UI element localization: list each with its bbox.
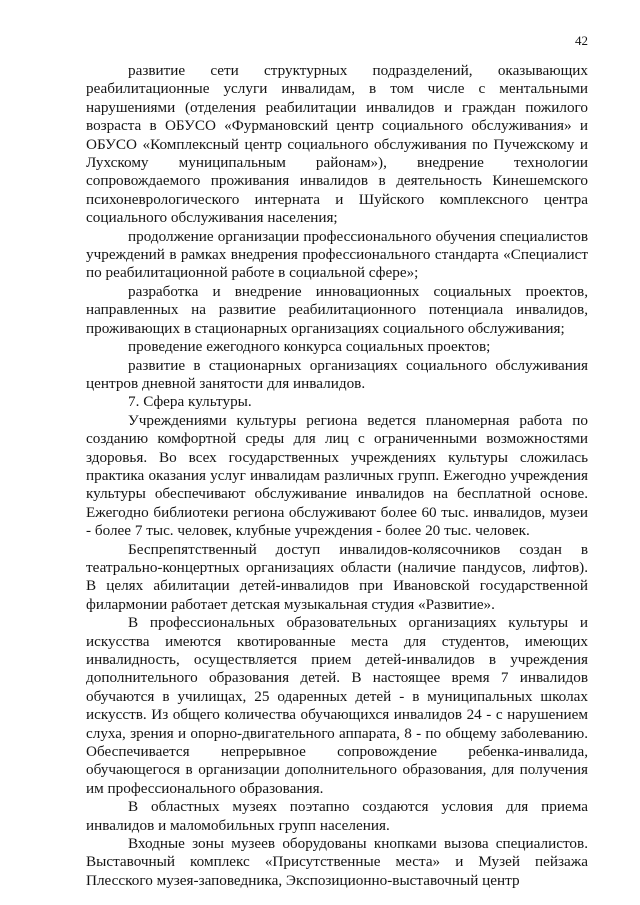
paragraph-regional-museums: В областных музеях поэтапно создаются условия для приема инвалидов и маломобильных групп населения.: [86, 798, 588, 834]
paragraph-innovative-projects: разработка и внедрение инновационных социальных проектов, направленных на развитие реабилитационного потенциала инвалидов, проживающих в стационарных организациях социального обслуживания;: [86, 282, 588, 337]
paragraph-annual-contest: проведение ежегодного конкурса социальных проектов;: [128, 338, 491, 356]
paragraph-museum-entrances: Входные зоны музеев оборудованы кнопками вызова специалистов. Выставочный комплекс «Присутственные места» и Музей пейзажа Плесского музея-заповедника, Экспозиционно-выставочный центр: [86, 835, 588, 889]
paragraph-wheelchair-access: Беспрепятственный доступ инвалидов-колясочников создан в театрально-концертных организациях области (наличие пандусов, лифтов). В целях абилитации детей-инвалидов при Ивановской государственной филармонии работает детская музыкальная студия «Развитие».: [86, 540, 588, 613]
section-heading-culture: 7. Сфера культуры.: [128, 393, 252, 411]
body-text: [86, 62, 588, 890]
paragraph-professional-training: продолжение организации профессионального обучения специалистов учреждений в рамках внедрения профессионального стандарта «Специалист по реабилитационной работе в социальной сфере»;: [86, 227, 588, 282]
page-number: 42: [575, 33, 588, 48]
paragraph-culture-institutions: Учреждениями культуры региона ведется планомерная работа по созданию комфортной среды для лиц с ограниченными возможностями здоровья. Во всех государственных учреждениях культуры сложилась практика оказания услуг инвалидам различных групп. Ежегодно учреждения культуры обеспечивают обслуживание инвалидов на бесплатной основе. Ежегодно библиотеки региона обслуживают более 60 тыс. инвалидов, музеи - более 7 тыс. человек, клубные учреждения - более 20 тыс. человек.: [86, 411, 588, 540]
paragraph-arts-education: В профессиональных образовательных организациях культуры и искусства имеются квотированные места для студентов, имеющих инвалидность, осуществляется прием детей-инвалидов в учреждения дополнительного образования детей. В настоящее время 7 инвалидов обучаются в училищах, 25 одаренных детей - в муниципальных школах искусств. Из общего количества обучающихся инвалидов 24 - с нарушением слуха, зрения и опорно-двигательного аппарата, 8 - по общему заболеванию. Обеспечивается непрерывное сопровождение ребенка-инвалида, обучающегося в организации дополнительного образования, для получения им профессионального образования.: [86, 614, 588, 797]
paragraph-day-centers: развитие в стационарных организациях социального обслуживания центров дневной занятости для инвалидов.: [86, 356, 588, 392]
paragraph-social-network-development: развитие сети структурных подразделений, оказывающих реабилитационные услуги инвалидам, в том числе с ментальными нарушениями (отделения реабилитации инвалидов и граждан пожилого возраста в ОБУСО «Фурмановский центр социального обслуживания» и ОБУСО «Комплексный центр социального обслуживания по Пучежскому и Лухскому муниципальным районам»), внедрение технологии сопровождаемого проживания инвалидов в деятельность Кинешемского психоневрологического интерната и Шуйского комплексного центра социального обслуживания населения;: [86, 62, 588, 227]
